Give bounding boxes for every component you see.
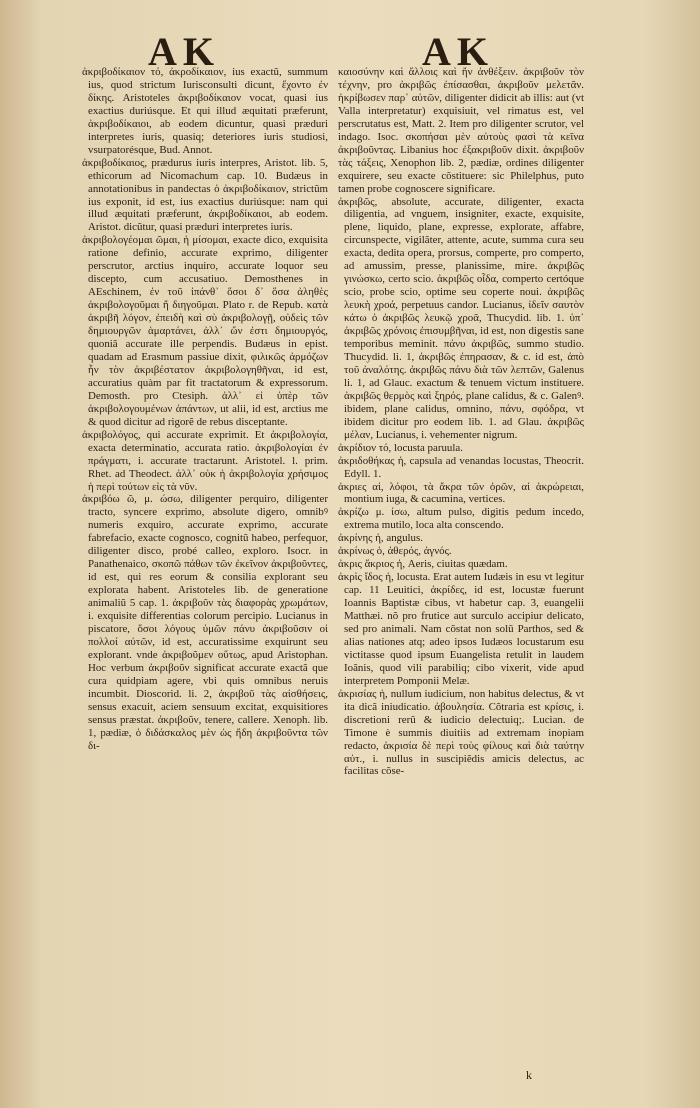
dictionary-entry-continued: καιοσύνην καὶ ἄλλοις καὶ ἤν ἀνθέξειν. ἀκριβοῦν τὸν τέχνην, pro ἀκριβῶς ἐπίσασθαι, ἀκριβοῦν μελετᾶν. ἠκρίβωσεν παρ᾽ αὐτῶν, diligenter didicit ab illis: aut (vt Valla interpretatur) exquisiuit, vel rimatus est, vel perscrutatus est, Matt. 2. Item pro diligenter scrutor, vel indago. Isoc. σκοπήσαι μὲν αὐτοὺς φασὶ τὰ κεῖνα ἀκριβοῦντας. Libanius hoc ἐξακριβοῦν dixit. ἀκριβοῦν τὰς τάξεις, Xenophon lib. 2, pædiæ, ordines diligenter exquirere, seu exacte cõstituere: sic Philelphus, puto tamen probe cognoscere significare. (338, 66, 584, 195)
dictionary-entry: ἀκριες αἱ, λόφοι, τὰ ἄκρα τῶν ὀρῶν, αἱ ἀκρώρειαι, montium iuga, & cacumina, vertices. (338, 480, 584, 506)
dictionary-entry: ἀκριβοδίκαιος, prædurus iuris interpres, Aristot. lib. 5, ethicorum ad Nicomachum cap. 10. Budæus in annotationibus in pandectas ὁ ἀκριβοδίκαιον, strictũm ius exponit, id est, ius exactius duriúsque: nam qui illud æquitati præferunt, ἀκριβοδίκαιοι, ab eodem. Aristot. dicũtur, quasi præduri interpretes iuris. (82, 156, 328, 234)
catchword: k (526, 1068, 532, 1082)
dictionary-entry: ἀκρίζω μ. ίσω, altum pulso, digitis pedum incedo, extrema mutilo, loca alta conscendo. (338, 506, 584, 532)
dictionary-entry: ἀκρίδιον τό, locusta paruula. (338, 441, 463, 454)
dictionary-entry: ἀκριδοθήκας ἡ, capsula ad venandas locustas, Theocrit. Edyll. 1. (338, 454, 584, 480)
dictionary-entry: ἀκρισίας ἡ, nullum iudicium, non habitus delectus, & vt ita dicã iniudicatio. ἀβουλησία. Cõtraria est κρίσις, i. discretioni rerũ & iudicio delectuiq;. Lucian. de Timone è summis diuitiis ad extremam inopiam redacto, ἀκρισία δὲ περὶ τοὺς φίλους καὶ διὰ ταύτην αὐτ., i. nullus in suscipiẽdis amicis delectus, ac facilitas cõse- (338, 687, 584, 778)
dictionary-entry: ἀκρίνως ὁ, ἀθερός, ἀγνός. (338, 545, 452, 558)
running-head-right: AK (422, 29, 494, 74)
dictionary-entry: ἀκρὶς ἴδος ἡ, locusta. Erat autem Iudæis in esu vt legitur cap. 11 Leuitici, ἀκρίδες, id est, locustæ fuerunt Ioannis Baptistæ cibus, vt habetur cap. 3, euangelii Matthæi. nõ pro frutice aut surculo accipiur delicato, sed pro animali. Nam cõstat non solũ Parthos, sed & alias nationes atq; adeo ipsos Iudæos locustarum esu victitasse quod ipsum Euangelista retulit in laudem Ioãnis, quod vili parabiliq; cibo vixerit, vide apud interpretem Pomponii Melæ. (338, 571, 584, 687)
dictionary-entry: ἀκριβοδίκαιον τό, ἀκροδίκαιον, ius exactũ, summum ius, quod strictum Iurisconsulti dicunt, ἔχοντο ἐν δίκης. Aristoteles ἀκριβοδίκαιον vocat, quasi ius exactius duriúsque. Et qui illud æquitati præferunt, ἀκριβοδίκαιοι, ab eodem dicuntur, quasi præduri interpretes iuris, quasiq; deteriores iuris studiosi, vsurpatorésque, Bud. Annot. (82, 66, 328, 156)
running-head-left: AK (148, 29, 220, 74)
dictionary-entry: ἀκριβῶς, absolute, accurate, diligenter, exacta diligentia, ad vnguem, insigniter, exacte, exquisite, plene, liquido, plane, expresse, explorate, affabre, circunspecte, vigilãter, attente, acute, summa cura seu exacta, dedita opera, prorsus, comperte, pro comperto, ad amussim, presse, planissime, mire. ἀκριβῶς γινώσκω, certo scio. ἀκριβῶς οἶδα, comperto certóque scio, probe scio, optime seu coperte noui. ἀκριβῶς λευκὴ χροά, perpetuus candor. Lucianus, ἰδεῖν σαυτὸν κάτω ὁ ἀκριβῶς λευκῷ χροᾶ, Thucydid. lib. 1. ὑπ᾽ ἀκριβῶς χρόνοις ἐπισυμβῆναι, id est, non digestis sane temporibus meminit. πάνυ ἀκριβῶς, summo studio. Thucydid. li. 1, ἀκριβῶς ἐπηρασαν, & c. id est, ἀπὸ τοῦ ἀναλότης. ἀκριβῶς πάνυ διὰ τῶν λεπτῶν, Galenus li. 1, ad Glauc. exactum & tenuem victum instituere. ἀκριβῶς θερμὸς καὶ ξηρός, plane calidus, & c. Galenꝰ. ibidem, plane calidus, omnino, πάνυ, σφόδρα, vt ibidem dicitur pro eodem lib. 1. ad Glau. ἀκριβῶς μέλαν, Lucianus, i. vehementer nigrum. (338, 195, 584, 441)
dictionary-entry: ἀκρίνης ἡ, angulus. (338, 532, 423, 545)
dictionary-entry: ἀκρις ἄκριος ἡ, Aeris, ciuitas quædam. (338, 558, 508, 571)
dictionary-entry: ἀκριβολόγος, qui accurate exprimit. Et ἀκριβολογία, exacta determinatio, accurata ratio. ἀκριβολογίαι ἐν πράγματι, i. accurate tractarunt. Aristotel. l. prim. Rhet. ad Theodect. ἀλλ᾽ οὐκ ἡ ἀκριβολογία χρήσιμος ἡ περὶ τούτων εἰς τὰ νῦν. (82, 428, 328, 493)
left-column (82, 66, 328, 753)
dictionary-entry: ἀκριβολογέομαι ῶμαι, ἡ μίσομαι, exacte dico, exquisita ratione definio, accurate exprimo, diligenter perscrutor, arctius inquiro, accurate loquor seu discepto, cum accusatiuo. Demosthenes in AEschinem, ἐν τοῦ ἰπάνθ᾽ ὅσοι δ᾽ ὅσα ἀληθὲς ἀκριβολογοῦμαι ἤ διηγοῦμαι. Plato r. de Repub. κατὰ ἀκριβῆ λόγον, ἐπειδὴ καὶ σὺ ἀκριβολογῇ, οὐδεὶς τῶν δημιουργῶν ἁμαρτάνει, ἀλλ᾽ ὤν ἐστι δημιουργός, quoniã accurate ille perpendis. Budæus in epist. quadam ad Erasmum passiue dixit, φιλικῶς ἀρμόζων ἦν τὸν ἀκριβέστατον ἀκριβολογηθῆναι, id est, accuratius quàm par fit tractatorum & expressorum. Demosth. pro Ctesiph. ἀλλ᾽ εἰ ὑπὲρ τῶν ἀκριβολογουμένων ἀπάντων, ut alii, id est, arctius me & quod dicitur ad rigorẽ de rebus disceptante. (82, 234, 328, 428)
right-column (338, 66, 584, 778)
dictionary-entry: ἀκριβόω ῶ, μ. ώσω, diligenter perquiro, diligenter tracto, syncere exprimo, absolute digero, omnibꝰ numeris exquiro, accurate exprimo, accurate fabrefacio, exacte cognosco, cognitũ habeo, perfequor, diligenter disco, probé calleo, exploro. Isocr. in Panathenaico, σκοπῶ πάθων τῶν ἐκεῖνον ἀκριβοῦντες, id est, qui res eorum & consilia explorant seu explorata habent. Aristoteles lib. de generatione animaliũ 5 cap. 1. ἀκριβοῦν τὰς διαφορὰς χρωμάτων, i. exquisite differentias colorum percipio. Lucianus in piscatore, ὅσοι λόγους ὑμῶν πάνυ ἀκριβοῦσιν οἱ πολλοί αὐτῶν, id est, accuratissime exquirunt seu explorant. vnde ἀκριβοῦμεν οὕτως, apud Aristophan. Hoc verbum ἀκριβοῦν significat accurate exactã que cura quidpiam agere, vbi quis omnibus neruis incumbit. Dioscorid. li. 2, ἀκριβοῦ τὰς αἰσθήσεις, sensus exacuit, aciem sensuum excitat, exquisitiores sensus præstat. ἀκριβοῦν, tenere, callere. Xenoph. lib. 1, pædiæ, ὁ διδάσκαλος μὲν ὡς ἤδη ἀκριβοῦντα τῶν δι- (82, 493, 328, 752)
